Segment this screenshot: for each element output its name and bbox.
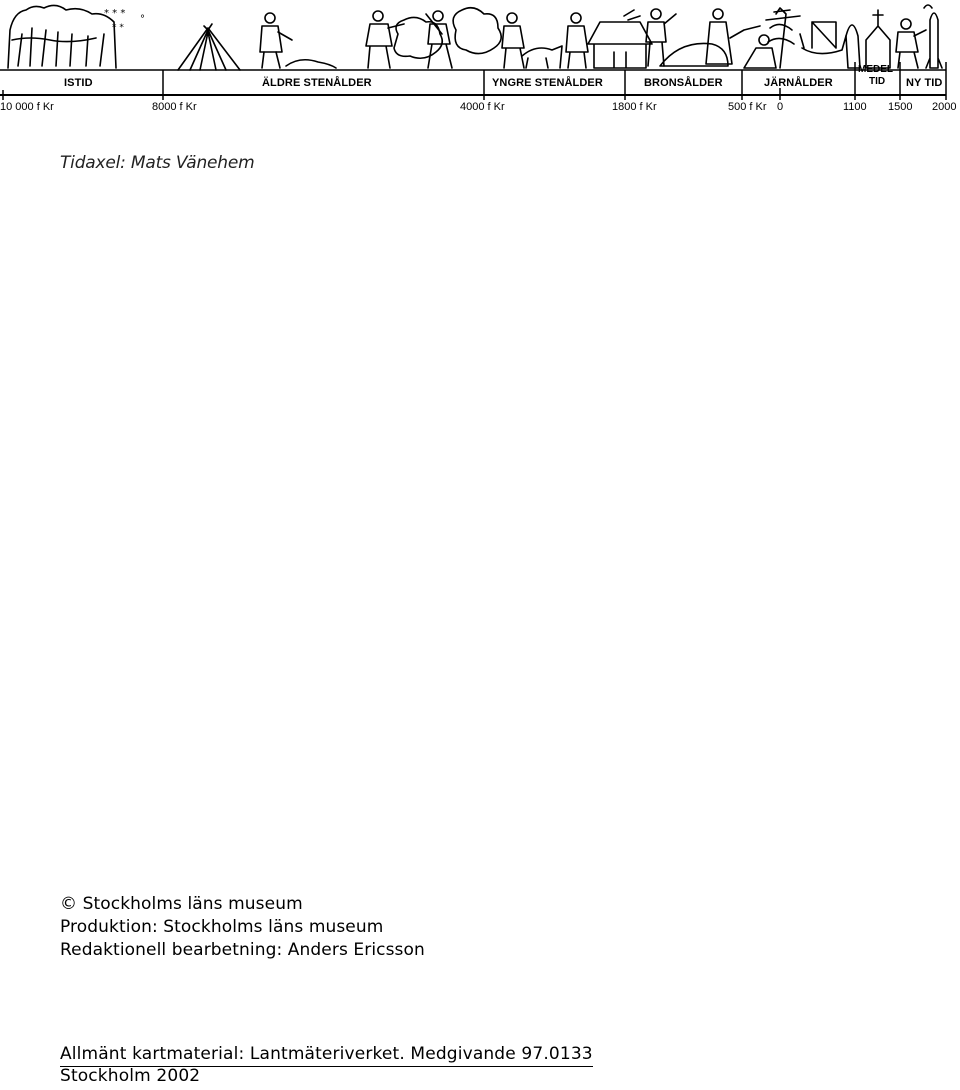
period-istid: ISTID [64, 77, 93, 89]
date-10000-fkr: 10 000 f Kr [0, 101, 54, 113]
period-medeltid-line2: TID [869, 76, 886, 87]
date-2000: 2000 [932, 101, 957, 113]
credits-block [60, 893, 425, 962]
period-yngre-stenalder: YNGRE STENÅLDER [492, 77, 603, 89]
svg-text:* * *: * * * [104, 8, 126, 19]
date-8000-fkr: 8000 f Kr [152, 101, 197, 113]
svg-text:°: ° [140, 14, 145, 25]
footer-block [60, 1043, 593, 1085]
ort-line: Stockholm 2002 [60, 1066, 201, 1086]
svg-text:* *: * * [112, 23, 124, 33]
period-bronsalder: BRONSÅLDER [644, 77, 723, 89]
period-jarnalder: JÄRNÅLDER [764, 77, 833, 89]
produktion-line: Produktion: Stockholms läns museum [60, 917, 384, 937]
redaktion-line: Redaktionell bearbetning: Anders Ericsson [60, 940, 425, 960]
date-1100: 1100 [843, 101, 867, 113]
period-ny-tid: NY TID [906, 77, 943, 89]
copyright-line: © Stockholms läns museum [60, 894, 303, 914]
date-500-fkr: 500 f Kr [728, 101, 767, 113]
timeline-illustration [0, 0, 960, 120]
kartmaterial-line: Allmänt kartmaterial: Lantmäteriverket. Medgivande 97.0133 [60, 1043, 593, 1067]
date-1500: 1500 [888, 101, 913, 113]
period-aldre-stenalder: ÄLDRE STENÅLDER [262, 77, 372, 89]
date-1800-fkr: 1800 f Kr [612, 101, 657, 113]
date-4000-fkr: 4000 f Kr [460, 101, 505, 113]
timeline-caption: Tidaxel: Mats Vänehem [60, 153, 255, 173]
date-0: 0 [777, 101, 784, 113]
period-medeltid-line1: MEDEL [858, 64, 893, 75]
